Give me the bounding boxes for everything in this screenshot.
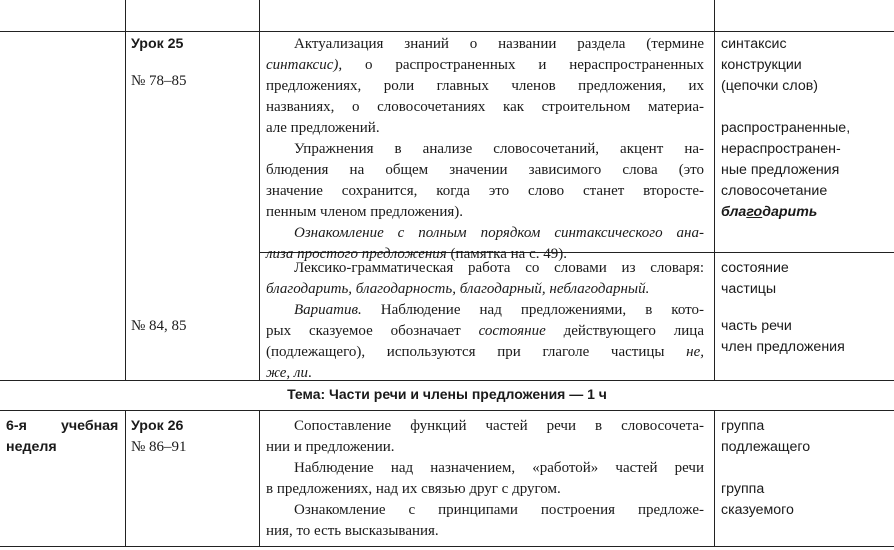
term-11: часть речи [721, 318, 792, 334]
text-span: . [307, 365, 312, 381]
text-span: рых сказуемое обозначает [266, 323, 479, 339]
column-divider-2b [259, 410, 260, 546]
term-8-word [721, 202, 817, 223]
l26-term-4: сказуемого [721, 502, 794, 518]
text-span: предложениях, роли главных членов предложения, их [266, 78, 704, 94]
term-4: распространенные, [721, 120, 851, 136]
text-span: Сопоставление функций частей речи в словосочета- [294, 418, 704, 434]
column-divider-1b [125, 410, 126, 546]
stressed-syllable: го [746, 204, 763, 220]
term-12: член предложения [721, 339, 845, 355]
text-span: состояние [478, 323, 546, 339]
l25-p1-line1 [294, 34, 704, 55]
topic-row-bottom [0, 410, 894, 411]
text-span: же, ли [266, 365, 308, 381]
text-span: Ознакомление с принципами построения предложе- [294, 502, 704, 518]
text-span: дарить [762, 204, 818, 220]
text-span: названиях, о словосочетаниях как строительном материа- [266, 99, 704, 115]
term-1: синтаксис [721, 36, 787, 52]
topic-heading: Тема: Части речи и члены предложения — 1 ч [287, 386, 607, 402]
lesson-26-exercises: № 86–91 [131, 439, 187, 455]
l25-p2-line4: пенным членом предложения). [266, 204, 463, 220]
l26-p3-line2: ния, то есть высказывания. [266, 523, 439, 539]
week-label-c: неделя [6, 439, 57, 455]
text-span: блюдения на общем значении зависимого слова (это [266, 162, 704, 178]
text-span: бла [721, 204, 747, 220]
l25-p5-line4 [266, 363, 312, 384]
column-divider-1 [125, 0, 126, 380]
text-span: Наблюдение над назначением, «работой» частей речи [294, 460, 704, 476]
l25-p1-line5: але предложений. [266, 120, 380, 136]
term-9: состояние [721, 260, 789, 276]
term-6: ные предложения [721, 162, 840, 178]
text-span: не, [686, 344, 704, 360]
column-divider-2 [259, 0, 260, 380]
table-border-bottom [0, 546, 894, 547]
l26-p1-line1 [294, 416, 704, 437]
week-label-b: учебная [61, 418, 119, 434]
l25-p2-line1 [294, 139, 704, 160]
term-5: нераспространен- [721, 141, 841, 157]
l26-term-2: подлежащего [721, 439, 811, 455]
l25-p5-line2 [266, 321, 704, 342]
text-span: действующего лица [545, 323, 704, 339]
week-label-a: 6-я [6, 418, 27, 434]
l25-p5-line3 [266, 342, 704, 363]
l26-p2-line2: в предложениях, над их связью друг с другом. [266, 481, 561, 497]
table-border-top [0, 31, 894, 32]
column-divider-3 [714, 0, 715, 380]
l25-p4-line1 [294, 258, 704, 279]
term-syntax: синтаксис), [266, 57, 343, 73]
text-span: (памятка на с. 49). [446, 246, 567, 262]
text-span: Ознакомление с полным порядком синтаксического ана- [294, 225, 704, 241]
variative-label: Вариатив. [294, 302, 362, 318]
column-divider-3b [714, 410, 715, 546]
lesson-25-exercises-b: № 84, 85 [131, 318, 187, 334]
lesson-25-title: Урок 25 [131, 36, 184, 52]
lesson-25-exercises: № 78–85 [131, 73, 187, 89]
topic-row-top [0, 380, 894, 381]
l25-p3-line1 [294, 223, 704, 244]
text-span: значение сохранится, когда это слово станет второсте- [266, 183, 704, 199]
l25-p2-line3 [266, 181, 704, 202]
text-span: лиза простого предложения [266, 246, 447, 262]
term-7: словосочетание [721, 183, 828, 199]
text-span: о распространенных и нераспространенных [342, 57, 704, 73]
l26-term-3: группа [721, 481, 765, 497]
term-2: конструкции [721, 57, 802, 73]
term-3: (цепочки слов) [721, 78, 818, 94]
lesson-26-title: Урок 26 [131, 418, 184, 434]
l25-p1-line3 [266, 76, 704, 97]
l25-p1-line2 [266, 55, 704, 76]
l26-p3-line1 [294, 500, 704, 521]
text-span: Упражнения в анализе словосочетаний, акцент на- [294, 141, 704, 157]
l25-p1-line4 [266, 97, 704, 118]
text-span: Актуализация знаний о названии раздела (термине [294, 36, 704, 52]
l26-p2-line1 [294, 458, 704, 479]
term-10: частицы [721, 281, 777, 297]
l26-term-1: группа [721, 418, 765, 434]
text-span: (подлежащего), используются при глаголе частицы [266, 344, 687, 360]
l25-p2-line2 [266, 160, 704, 181]
l25-p5-line1 [294, 300, 704, 321]
text-span: Наблюдение над предложениями, в кото- [361, 302, 704, 318]
text-span: Лексико-грамматическая работа со словами из словаря: [294, 260, 704, 276]
l26-p1-line2: нии и предложении. [266, 439, 395, 455]
l25-p4-line2: благодарить, благодарность, благодарный, неблагодарный. [266, 281, 650, 297]
